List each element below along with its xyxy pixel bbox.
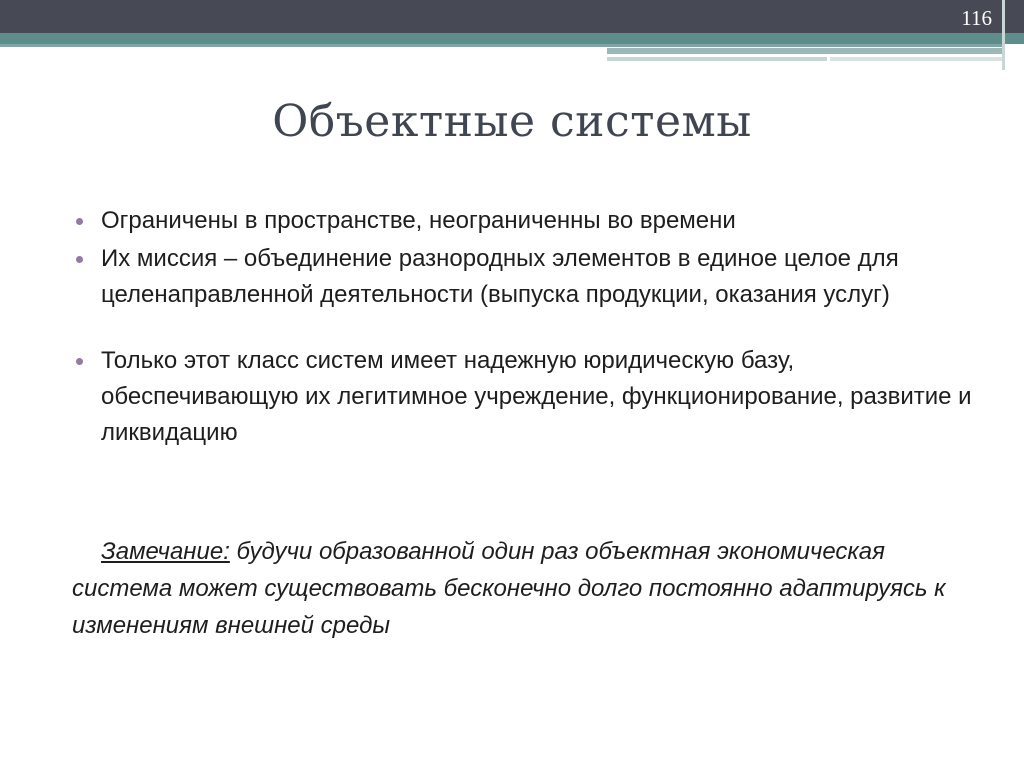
bullet-item [72,343,972,451]
header-accent-line [0,44,1002,47]
bullet-item [72,203,972,239]
bullet-item [72,241,972,313]
bullet-text: Ограничены в пространстве, неограниченны во времени [101,207,736,234]
header-band [0,0,1024,33]
header-decor-stripe [830,57,1002,61]
slide-title: Объектные системы [272,96,752,147]
remark-paragraph [72,533,982,644]
bullet-dot-icon [76,218,83,225]
remark-label: Замечание: [101,538,230,565]
header-decor-side-line [1002,0,1005,70]
header-decor-stripe [607,48,1002,54]
bullet-dot-icon [76,358,83,365]
remark-text: будучи образованной один раз объектная экономическая система может существовать бесконечно долго постоянно адаптируясь к изменениям внешней среды [72,538,946,639]
slide-number: 116 [961,6,992,30]
bullet-dot-icon [76,256,83,263]
bullet-text: Их миссия – объединение разнородных элементов в единое целое для целенаправленной деятельности (выпуска продукции, оказания услуг) [101,245,899,308]
bullet-text: Только этот класс систем имеет надежную юридическую базу, обеспечивающую их легитимное учреждение, функционирование, развитие и ликвидацию [101,347,972,446]
header-decor-stripe [607,57,827,61]
header-accent-bar [0,33,1024,44]
bullet-list [72,203,972,451]
